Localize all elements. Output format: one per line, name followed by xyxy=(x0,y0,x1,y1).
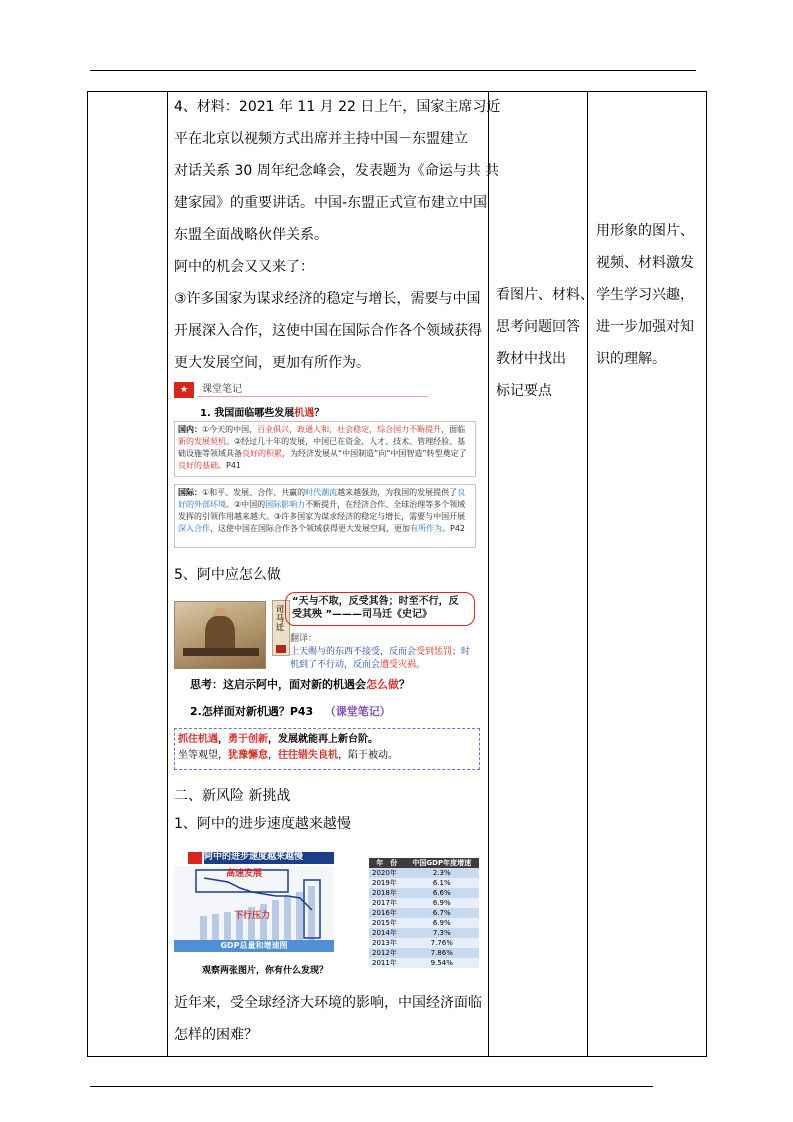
growth-cell: 9.54% xyxy=(405,958,480,968)
para-line: 建家园》的重要讲话。中国-东盟正式宣布建立中国 xyxy=(174,195,488,211)
growth-cell: 2.3% xyxy=(405,868,480,878)
quote-line: 受其殃 ”———司马迁《史记》 xyxy=(292,609,433,620)
table-header: 中国GDP年度增速 xyxy=(405,858,480,868)
quote-bubble xyxy=(285,592,475,626)
growth-cell: 6.9% xyxy=(405,918,480,928)
activity-line: 看图片、材料、 xyxy=(496,287,594,303)
intent-line: 用形象的图片、 xyxy=(596,223,694,239)
para-5-heading: 5、阿中应怎么做 xyxy=(174,567,281,583)
translation-line-2: 机到了不行动，反而会遭受灾祸。 xyxy=(290,660,426,670)
growth-cell: 6.6% xyxy=(405,888,480,898)
year-cell: 2020年 xyxy=(369,868,405,878)
note-underline xyxy=(198,396,428,397)
gdp-bar xyxy=(200,916,207,940)
label-high-growth: 高速发展 xyxy=(226,869,263,879)
header-rule xyxy=(90,70,696,71)
answer-line-2: 坐等观望，犹豫懈怠，往往错失良机，陷于被动。 xyxy=(178,750,398,761)
final-question xyxy=(174,987,482,1051)
answer-line-1: 抓住机遇，勇于创新，发展就能再上新台阶。 xyxy=(178,734,378,745)
growth-cell: 7.3% xyxy=(405,928,480,938)
gdp-bar xyxy=(260,904,267,940)
para-line: 东盟全面战略伙伴关系。 xyxy=(174,227,328,243)
student-activity xyxy=(496,279,594,407)
para-line: 阿中的机会又又来了： xyxy=(174,259,314,275)
intent-line: 进一步加强对知 xyxy=(596,319,694,335)
table-row xyxy=(369,898,479,908)
painting-desk xyxy=(183,648,259,656)
growth-cell: 7.86% xyxy=(405,948,480,958)
intent-line: 视频、材料激发 xyxy=(596,255,694,271)
seal-text: 司马迁 xyxy=(276,605,284,632)
activity-line: 教材中找出 xyxy=(496,351,566,367)
table-header-row xyxy=(369,858,479,868)
year-cell: 2019年 xyxy=(369,878,405,888)
table-row xyxy=(369,908,479,918)
para-line: 开展深入合作，这使中国在国际合作各个领域获得 xyxy=(174,323,482,339)
chart-flag-icon xyxy=(188,852,202,864)
translation xyxy=(290,633,470,672)
label-down-pressure: 下行压力 xyxy=(234,911,271,921)
question-2: 2.怎样面对新机遇？P43 （课堂笔记） xyxy=(190,705,391,718)
year-cell: 2016年 xyxy=(369,908,405,918)
question-1: 1. 我国面临哪些发展机遇？ xyxy=(200,408,325,419)
year-cell: 2018年 xyxy=(369,888,405,898)
footer-rule xyxy=(90,1086,653,1087)
table-row xyxy=(369,888,479,898)
table-header: 年 份 xyxy=(369,858,405,868)
col-divider-3 xyxy=(587,91,588,1057)
opportunity-answer-box xyxy=(174,728,480,770)
para-slow-progress: 1、阿中的进步速度越来越慢 xyxy=(174,816,351,832)
red-stamp-icon xyxy=(276,645,286,653)
gdp-chart-illustration xyxy=(174,866,334,942)
table-row xyxy=(369,958,479,968)
gdp-bar xyxy=(272,900,279,940)
design-intent xyxy=(596,215,694,375)
note-title: 课堂笔记 xyxy=(202,384,242,395)
gdp-chart-footer: GDP总量和增速图 xyxy=(174,940,334,952)
growth-cell: 6.9% xyxy=(405,898,480,908)
growth-cell: 7.76% xyxy=(405,938,480,948)
intent-line: 识的理解。 xyxy=(596,351,666,367)
international-note: 国际：①和平、发展、合作、共赢的时代潮流越来越强劲，为我国的发展提供了良好的外部环境。②中国的国际影响力不断提升，在经济合作、全球治理等多个领域发挥的引领作用越来越大。③许多国家为谋求经济的稳定与增长，需要与中国开展深入合作，这使中国在国际合作各个领域获得更大发展空间，更加有所作为。P42 xyxy=(174,484,476,548)
gdp-bar xyxy=(284,896,291,940)
table-row xyxy=(369,878,479,888)
para-line: 平在北京以视频方式出席并主持中国－东盟建立 xyxy=(174,131,468,147)
table-body xyxy=(369,868,479,968)
chart-caption: 观察两张图片，你有什么发现？ xyxy=(202,966,329,976)
material-paragraph xyxy=(174,91,500,379)
year-cell: 2014年 xyxy=(369,928,405,938)
para-line: 怎样的困难？ xyxy=(174,1027,258,1043)
growth-cell: 6.7% xyxy=(405,908,480,918)
gdp-bar xyxy=(224,912,231,940)
year-cell: 2017年 xyxy=(369,898,405,908)
domestic-note: 国内：①今天的中国，百业俱兴，政通人和，社会稳定，综合国力不断提升，面临新的发展契机。②经过几十年的发展，中国已在资金、人才、技术、管理经验、基础设施等领域具备良好的积累，为经济发展从“中国制造”向“中国智造”转型奠定了良好的基础。P41 xyxy=(174,421,476,477)
table-row xyxy=(369,938,479,948)
year-cell: 2015年 xyxy=(369,918,405,928)
gdp-bar xyxy=(308,886,315,940)
chart-title: 阿中的进步速度越来越慢 xyxy=(204,852,304,862)
year-cell: 2013年 xyxy=(369,938,405,948)
para-line: 4、材料：2021 年 11 月 22 日上午，国家主席习近 xyxy=(174,99,501,115)
col-divider-1 xyxy=(167,91,168,1057)
think-question: 思考：这启示阿中，面对新的机遇会怎么做？ xyxy=(190,678,410,691)
growth-cell: 6.1% xyxy=(405,878,480,888)
table-row xyxy=(369,928,479,938)
section-2-heading: 二、新风险 新挑战 xyxy=(174,788,291,804)
historical-painting-image xyxy=(174,601,266,669)
intent-line: 学生学习兴趣， xyxy=(596,287,694,303)
table-row xyxy=(369,918,479,928)
translation-label: 翻译： xyxy=(290,634,318,644)
table-row xyxy=(369,868,479,878)
activity-line: 思考问题回答 xyxy=(496,319,580,335)
year-cell: 2012年 xyxy=(369,948,405,958)
para-line: 近年来，受全球经济大环境的影响，中国经济面临 xyxy=(174,995,482,1011)
table-row xyxy=(369,948,479,958)
translation-line-1: 上天赐与的东西不接受，反而会受到惩罚；时 xyxy=(290,647,471,657)
class-note-header xyxy=(174,381,474,401)
para-line: ③许多国家为谋求经济的稳定与增长，需要与中国 xyxy=(174,291,481,307)
year-cell: 2011年 xyxy=(369,958,405,968)
note-flag-icon: ★ xyxy=(174,382,194,398)
para-line: 对话关系 30 周年纪念峰会，发表题为《命运与共 共 xyxy=(174,163,500,179)
activity-line: 标记要点 xyxy=(496,383,552,399)
para-line: 更大发展空间，更加有所作为。 xyxy=(174,355,370,371)
gdp-bar xyxy=(212,914,219,940)
gdp-growth-table xyxy=(369,858,479,968)
quote-line: “天与不取，反受其咎；时至不行，反 xyxy=(292,596,459,607)
